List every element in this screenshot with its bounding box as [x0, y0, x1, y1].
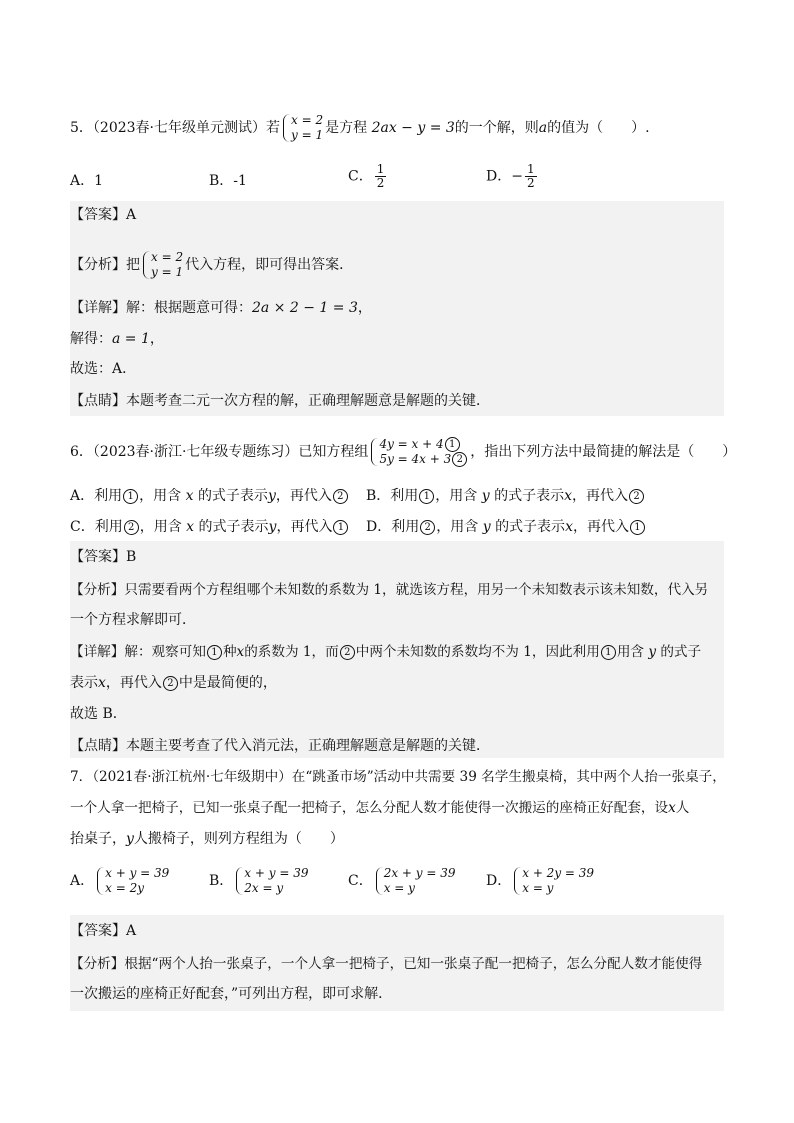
q6-option-a: A．利用1 ，用含 x 的式子表示y，再代入2 [70, 485, 349, 505]
q6-comment: 【点睛】本题主要考查了代入消元法，正确理解题意是解题的关键． [70, 738, 490, 754]
q7-option-d-system: x + 2y = 39 x = y [513, 866, 594, 896]
q7-stem-line3: 抬桌子，y人搬椅子，则列方程组为（ ） [70, 831, 344, 847]
q6-answer: 【答案】B [70, 549, 137, 565]
q5-analysis: 【分析】把 x = 2 y = 1 代入方程，即可得出答案． [70, 250, 354, 279]
q5-option-a: A．1 [70, 173, 104, 189]
q5-option-c: C． $\frac{1}{2}$ [348, 162, 385, 190]
q6-choose: 故选 B． [70, 706, 127, 722]
q7-option-a: A． x + y = 39 x = 2y [70, 866, 170, 895]
q5-comment: 【点睛】本题考查二元一次方程的解，正确理解题意是解题的关键． [70, 393, 490, 409]
q5-analysis-system: x = 2 y = 1 [142, 250, 183, 280]
q7-stem-line1: 7．（2021春·浙江杭州·七年级期中）在“跳蚤市场”活动中共需要 39 名学生搬桌椅，其中两个人抬一张桌子， [70, 769, 726, 785]
q7-analysis-line1: 【分析】根据“两个人抬一张桌子，一个人拿一把椅子，已知一张桌子配一把椅子，怎么分配人数才能使得 [70, 956, 703, 972]
circled-two-icon [452, 452, 467, 467]
q7-analysis-line2: 一次搬运的座椅正好配套，”可列出方程，即可求解． [70, 986, 393, 1002]
q5-stem: 5．（2023春·七年级单元测试）若 x = 2 y = 1 是方程 2ax − y = 3的一个解，则a的值为（ ）. [70, 113, 650, 142]
circled-one-icon [419, 489, 434, 504]
circled-two-icon [333, 489, 348, 504]
q5-option-c-fraction: $\frac{1}{2}$ [376, 162, 385, 190]
circled-two-icon [629, 489, 644, 504]
q6-option-d: D．利用2 ，用含 y 的式子表示x，再代入1 [366, 516, 646, 536]
q5-detail: 【详解】解：根据题意可得：2a × 2 − 1 = 3， [70, 300, 372, 316]
q6-system: 4y = x + 41 5y = 4x + 32 [370, 437, 468, 467]
circled-one-icon [630, 520, 645, 535]
q7-option-c: C． 2x + y = 39 x = y [348, 866, 456, 895]
q7-option-b-system: x + y = 39 2x = y [235, 866, 308, 896]
q7-answer: 【答案】A [70, 923, 137, 939]
q5-option-b: B．-1 [209, 173, 247, 189]
q5-choose: 故选：A． [70, 361, 137, 377]
circled-one-icon [333, 520, 348, 535]
q6-analysis-line1: 【分析】只需要看两个方程组哪个未知数的系数为 1，就选该方程，用另一个未知数表示该未知数，代入另 [70, 582, 709, 598]
q6-option-b: B．利用1 ，用含 y 的式子表示x，再代入2 [366, 485, 645, 505]
circled-one-icon [445, 437, 460, 452]
circled-two-icon [420, 520, 435, 535]
q5-option-d-fraction: $\frac{1}{2}$ [526, 162, 535, 190]
q5-option-d: D．− $\frac{1}{2}$ [486, 162, 535, 190]
q5-system: x = 2 y = 1 [282, 113, 323, 143]
circled-two-icon [340, 645, 355, 660]
q7-stem-line2: 一个人拿一把椅子，已知一张桌子配一把椅子，怎么分配人数才能使得一次搬运的座椅正好配套，设x人 [70, 800, 690, 816]
q5-solve: 解得：a = 1， [70, 331, 164, 347]
q7-option-a-system: x + y = 39 x = 2y [96, 866, 169, 896]
q7-option-b: B． x + y = 39 2x = y [209, 866, 309, 895]
q6-analysis-line2: 一个方程求解即可． [70, 612, 196, 628]
q7-option-d: D． x + 2y = 39 x = y [486, 866, 595, 895]
circled-one-icon [123, 489, 138, 504]
circled-two-icon [124, 520, 139, 535]
circled-one-icon [601, 645, 616, 660]
q7-option-c-system: 2x + y = 39 x = y [375, 866, 456, 896]
q6-detail-line1: 【详解】解：观察可知1 种x的系数为 1，而2 中两个未知数的系数均不为 1，因此利用1 用含 y 的式子 [70, 642, 724, 662]
q5-answer: 【答案】A [70, 207, 137, 223]
q6-stem: 6．（2023春·浙江·七年级专题练习）已知方程组 4y = x + 41 5y = 4x + 32 ，指出下列方法中最简捷的解法是（ ） [70, 437, 724, 467]
q6-detail-line2: 表示x，再代入2 中是最简便的， [70, 673, 724, 693]
q6-option-c: C．利用2 ，用含 x 的式子表示y，再代入1 [70, 516, 349, 536]
circled-one-icon [207, 645, 222, 660]
circled-two-icon [163, 676, 178, 691]
